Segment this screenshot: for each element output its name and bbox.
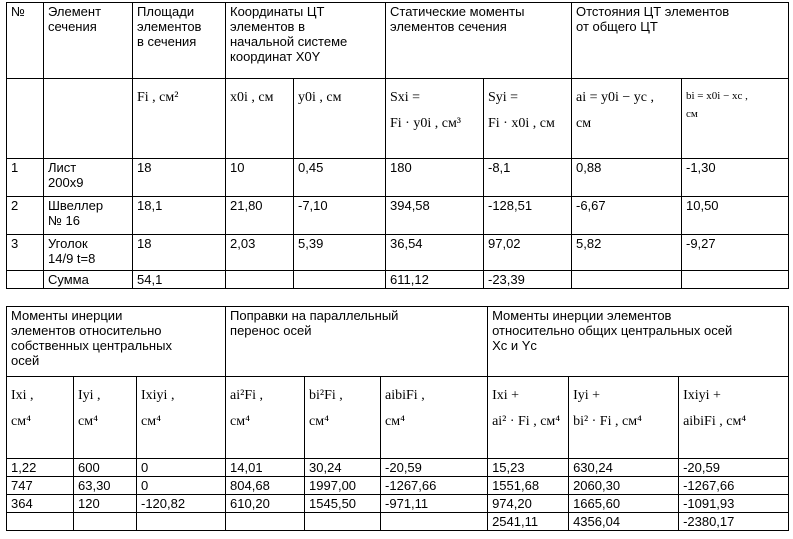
cell: 0 (137, 477, 226, 495)
cell (381, 513, 488, 531)
header-distances: Отстояния ЦТ элементов от общего ЦТ (572, 3, 789, 79)
cell (294, 271, 386, 289)
subheader-y0i: y0i , см (294, 79, 386, 159)
cell: 1551,68 (488, 477, 569, 495)
cell: 3 (7, 235, 44, 271)
cell: 5,39 (294, 235, 386, 271)
cell: -9,27 (682, 235, 789, 271)
subheader-iyi: Iyi , см⁴ (74, 377, 137, 459)
table-row (7, 495, 789, 513)
subheader-a2f: ai²Fi , см⁴ (226, 377, 305, 459)
subheader-x0i: x0i , см (226, 79, 294, 159)
cell: -6,67 (572, 197, 682, 235)
table-row (7, 477, 789, 495)
cell: 974,20 (488, 495, 569, 513)
cell: 18 (133, 159, 226, 197)
table-row-sum (7, 513, 789, 531)
cell: 600 (74, 459, 137, 477)
header-coordinates: Координаты ЦТ элементов в начальной системе координат X0Y (226, 3, 386, 79)
subheader-sxi: Sxi = Fi · y0i , см³ (386, 79, 484, 159)
cell (572, 271, 682, 289)
cell: -20,59 (381, 459, 488, 477)
cell: -20,59 (679, 459, 789, 477)
subheader-ix-total: Ixi + ai² · Fi , см⁴ (488, 377, 569, 459)
subheader-bi: bi = x0i − xc , см (682, 79, 789, 159)
cell: -120,82 (137, 495, 226, 513)
cell (682, 271, 789, 289)
cell: 97,02 (484, 235, 572, 271)
cell: 2060,30 (569, 477, 679, 495)
subheader-b2f: bi²Fi , см⁴ (305, 377, 381, 459)
subheader-abf: aibiFi , см⁴ (381, 377, 488, 459)
cell: 804,68 (226, 477, 305, 495)
cell: -7,10 (294, 197, 386, 235)
header-element: Элемент сечения (44, 3, 133, 79)
cell: Уголок 14/9 t=8 (44, 235, 133, 271)
cell (226, 513, 305, 531)
cell: -2380,17 (679, 513, 789, 531)
cell: Швеллер № 16 (44, 197, 133, 235)
header-static-moments: Статические моменты элементов сечения (386, 3, 572, 79)
cell: 2 (7, 197, 44, 235)
subheader-empty (44, 79, 133, 159)
cell: 0,88 (572, 159, 682, 197)
cell: 10 (226, 159, 294, 197)
cell: -8,1 (484, 159, 572, 197)
table-row (7, 459, 789, 477)
header-common-moments: Моменты инерции элементов относительно общих центральных осей Xc и Yc (488, 307, 789, 377)
cell: 394,58 (386, 197, 484, 235)
table-row (7, 197, 789, 235)
cell: 0,45 (294, 159, 386, 197)
cell: 611,12 (386, 271, 484, 289)
subheader-ixi: Ixi , см⁴ (7, 377, 74, 459)
cell: 1997,00 (305, 477, 381, 495)
cell: 1,22 (7, 459, 74, 477)
cell: 18,1 (133, 197, 226, 235)
cell: 63,30 (74, 477, 137, 495)
table-row-sum (7, 271, 789, 289)
subheader-ixiyi: Ixiyi , см⁴ (137, 377, 226, 459)
cell: 630,24 (569, 459, 679, 477)
table-row (7, 235, 789, 271)
cell (226, 271, 294, 289)
cell: -128,51 (484, 197, 572, 235)
cell: 14,01 (226, 459, 305, 477)
subheader-iy-total: Iyi + bi² · Fi , см⁴ (569, 377, 679, 459)
header-own-moments: Моменты инерции элементов относительно собственных центральных осей (7, 307, 226, 377)
cell: 18 (133, 235, 226, 271)
cell: 30,24 (305, 459, 381, 477)
cell: 5,82 (572, 235, 682, 271)
cell (74, 513, 137, 531)
cell: -1267,66 (679, 477, 789, 495)
cell: 36,54 (386, 235, 484, 271)
subheader-ai: ai = y0i − yc , см (572, 79, 682, 159)
cell: -1091,93 (679, 495, 789, 513)
cell: 1545,50 (305, 495, 381, 513)
cell (137, 513, 226, 531)
cell: 2541,11 (488, 513, 569, 531)
cell: 54,1 (133, 271, 226, 289)
cell: Лист 200x9 (44, 159, 133, 197)
cell: -1,30 (682, 159, 789, 197)
cell: 1665,60 (569, 495, 679, 513)
section-table (6, 2, 789, 289)
cell: 1 (7, 159, 44, 197)
header-corrections: Поправки на параллельный перенос осей (226, 307, 488, 377)
cell: 180 (386, 159, 484, 197)
cell: Сумма (44, 271, 133, 289)
cell: 10,50 (682, 197, 789, 235)
inertia-table (6, 306, 789, 531)
header-number: № (7, 3, 44, 79)
cell (7, 271, 44, 289)
cell: 15,23 (488, 459, 569, 477)
cell: 747 (7, 477, 74, 495)
cell: 21,80 (226, 197, 294, 235)
cell: -1267,66 (381, 477, 488, 495)
subheader-area: Fi , см² (133, 79, 226, 159)
cell: -23,39 (484, 271, 572, 289)
cell (305, 513, 381, 531)
cell: 364 (7, 495, 74, 513)
cell (7, 513, 74, 531)
table-row (7, 159, 789, 197)
header-area: Площади элементов в сечения (133, 3, 226, 79)
subheader-ixy-total: Ixiyi + aibiFi , см⁴ (679, 377, 789, 459)
cell: 120 (74, 495, 137, 513)
subheader-syi: Syi = Fi · x0i , см (484, 79, 572, 159)
subheader-empty (7, 79, 44, 159)
cell: 610,20 (226, 495, 305, 513)
cell: -971,11 (381, 495, 488, 513)
cell: 4356,04 (569, 513, 679, 531)
cell: 2,03 (226, 235, 294, 271)
cell: 0 (137, 459, 226, 477)
